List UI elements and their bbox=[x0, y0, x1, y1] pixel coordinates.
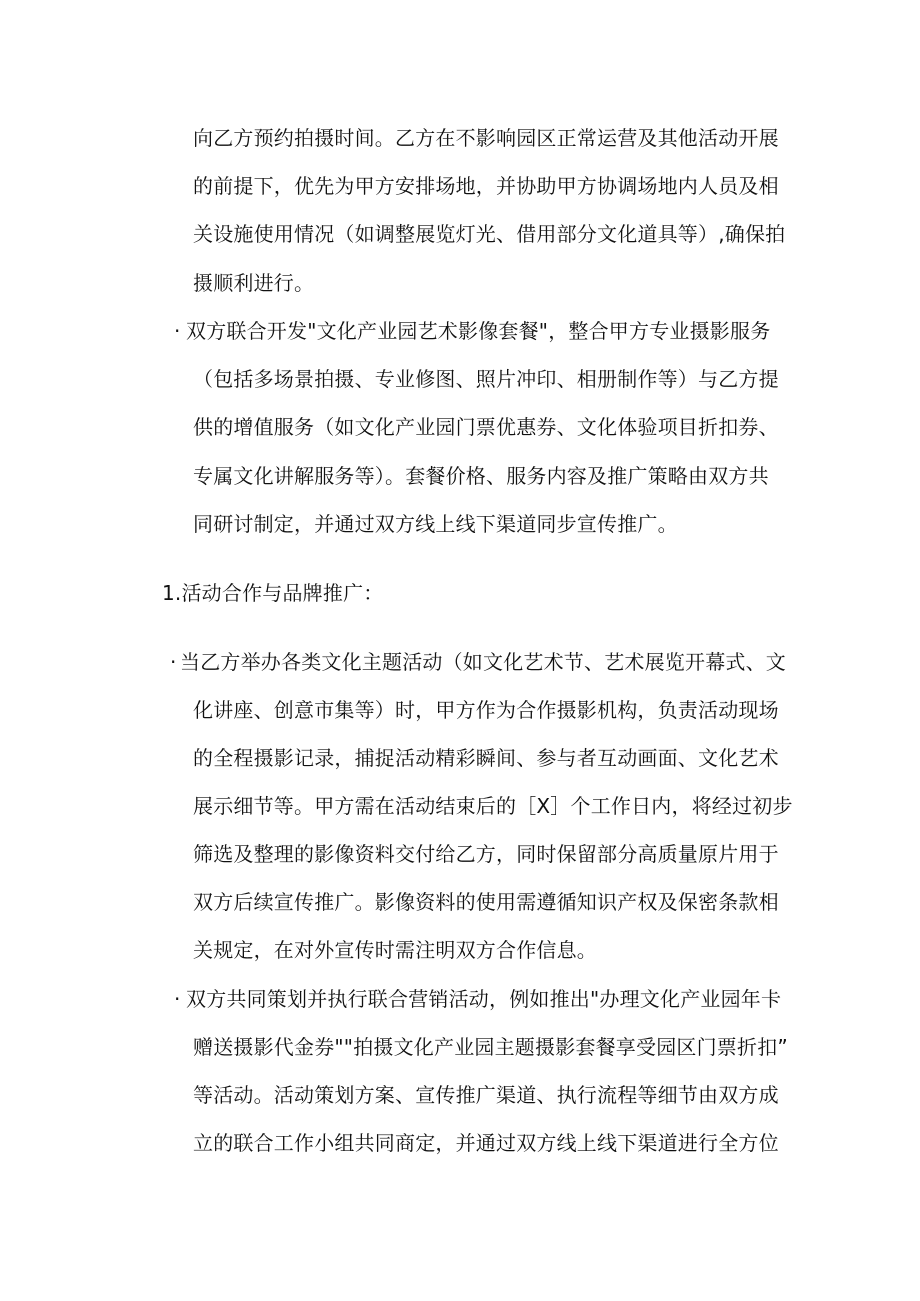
para2-line: 供的增值服务（如文化产业园门票优惠券、文化体验项目折扣券、 bbox=[193, 415, 779, 439]
para4-line: 等活动。活动策划方案、宣传推广渠道、执行流程等细节由双方成 bbox=[193, 1083, 779, 1107]
section-heading: 1.活动合作与品牌推广： bbox=[162, 581, 384, 605]
para1-line: 的前提下，优先为甲方安排场地，并协助甲方协调场地内人员及相 bbox=[193, 174, 779, 198]
para2-line: （包括多场景拍摄、专业修图、照片冲印、相册制作等）与乙方提 bbox=[193, 367, 779, 391]
para3-line: 双方后续宣传推广。影像资料的使用需遵循知识产权及保密条款相 bbox=[193, 890, 779, 914]
para3-line: 化讲座、创意市集等）时，甲方作为合作摄影机构，负责活动现场 bbox=[193, 698, 779, 722]
bullet-marker: · bbox=[170, 650, 177, 674]
para2-line: 双方联合开发"文化产业园艺术影像套餐"，整合甲方专业摄影服务 bbox=[186, 319, 771, 343]
para4-line: 双方共同策划并执行联合营销活动，例如推出"办理文化产业园年卡 bbox=[186, 987, 782, 1011]
para3-line: 展示细节等。甲方需在活动结束后的［X］个工作日内，将经过初步 bbox=[193, 794, 793, 818]
para2-line: 同研讨制定，并通过双方线上线下渠道同步宣传推广。 bbox=[193, 512, 678, 536]
para4-line: 立的联合工作小组共同商定，并通过双方线上线下渠道进行全方位 bbox=[193, 1131, 779, 1155]
bullet-marker: · bbox=[174, 987, 181, 1011]
para1-line: 摄顺利进行。 bbox=[193, 271, 315, 295]
para1-line: 向乙方预约拍摄时间。乙方在不影响园区正常运营及其他活动开展 bbox=[193, 126, 779, 150]
para2-line: 专属文化讲解服务等）。套餐价格、服务内容及推广策略由双方共 bbox=[193, 464, 769, 488]
para3-line: 关规定，在对外宣传时需注明双方合作信息。 bbox=[193, 938, 597, 962]
para3-line: 的全程摄影记录，捕捉活动精彩瞬间、参与者互动画面、文化艺术 bbox=[193, 746, 779, 770]
para3-line: 当乙方举办各类文化主题活动（如文化艺术节、艺术展览开幕式、文 bbox=[180, 650, 786, 674]
para3-line: 筛选及整理的影像资料交付给乙方，同时保留部分高质量原片用于 bbox=[193, 842, 779, 866]
para4-line: 赠送摄影代金券""拍摄文化产业园主题摄影套餐享受园区门票折扣” bbox=[193, 1035, 788, 1059]
para1-line: 关设施使用情况（如调整展览灯光、借用部分文化道具等）,确保拍 bbox=[193, 222, 786, 246]
bullet-marker: · bbox=[174, 319, 181, 343]
